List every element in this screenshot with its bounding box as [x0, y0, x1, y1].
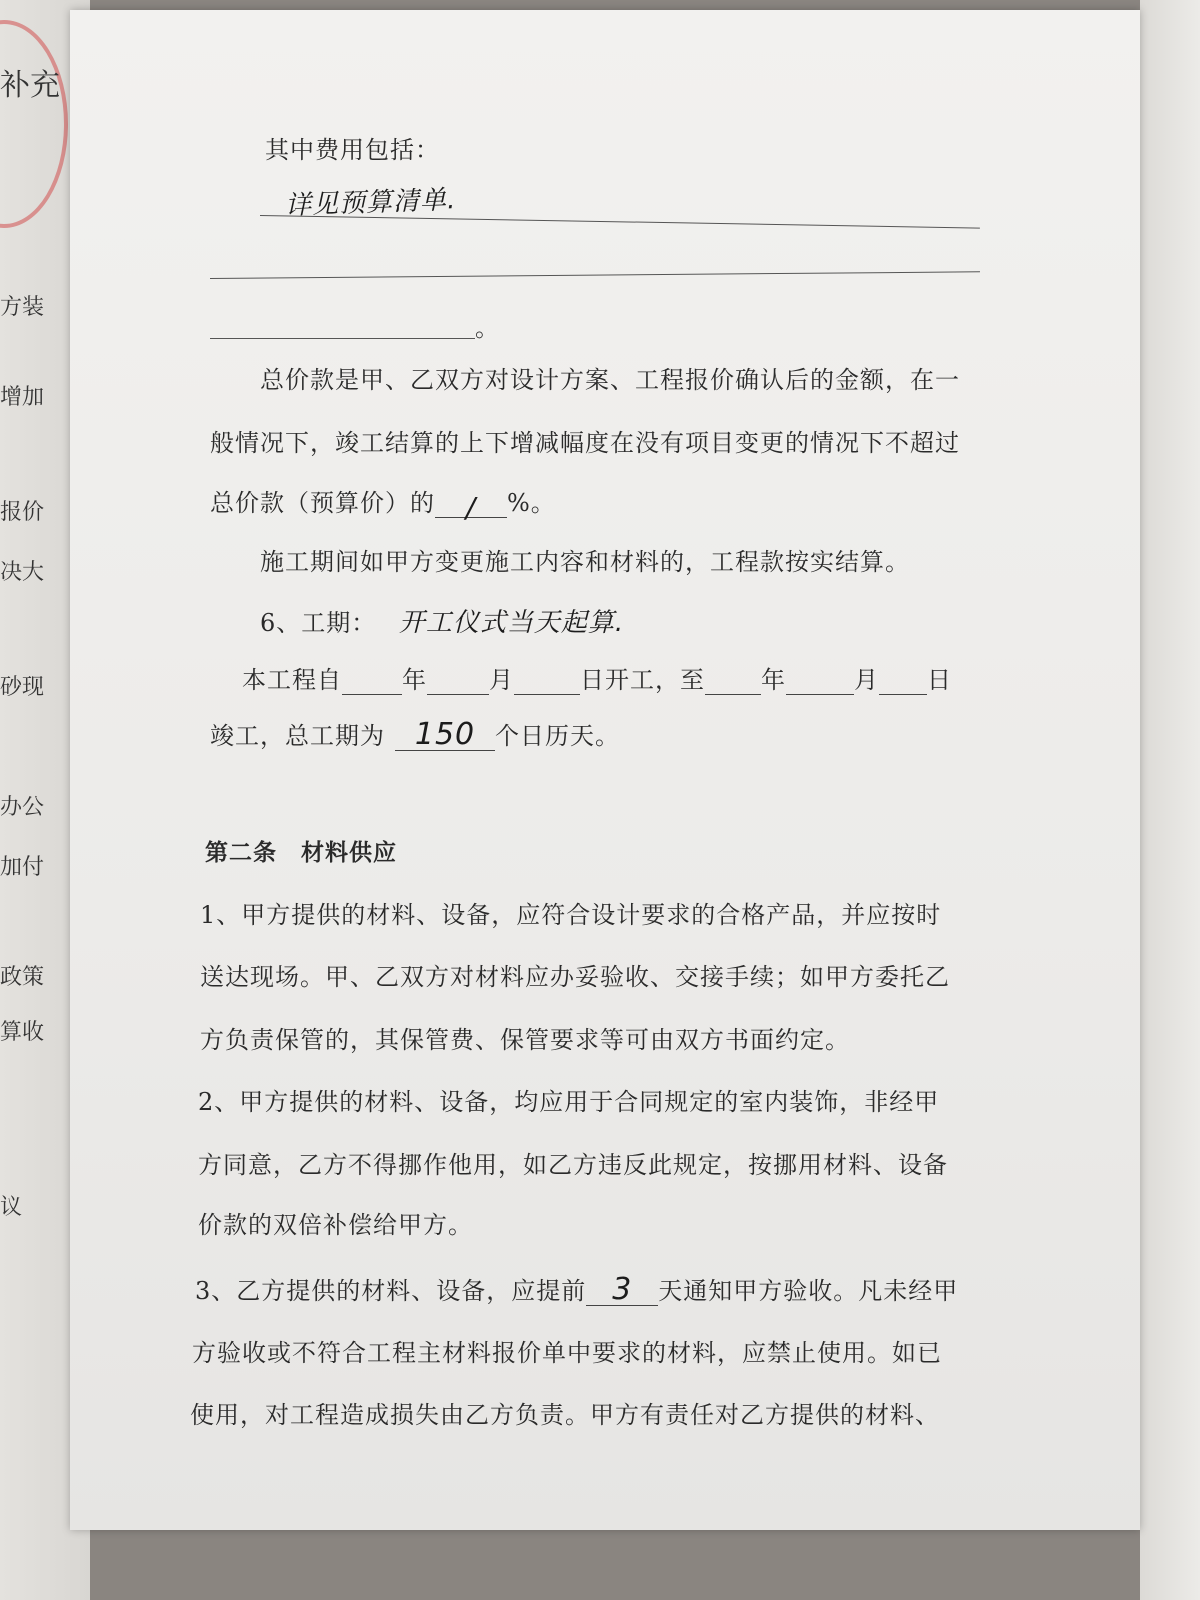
- under-fragment: 补充: [0, 68, 60, 103]
- article2-p3-line1: [195, 1272, 959, 1307]
- duration-label: 6、工期：: [260, 609, 377, 637]
- under-fragment: 决大: [0, 560, 45, 585]
- article2-p3-line3: 使用，对工程造成损失由乙方负责。甲方有责任对乙方提供的材料、: [190, 1401, 940, 1429]
- percent-sign: %。: [507, 489, 556, 517]
- contract-page: [70, 10, 1140, 1530]
- para1-line3: [210, 488, 556, 524]
- article2-p2-line3: 价款的双倍补偿给甲方。: [198, 1211, 473, 1239]
- schedule-line1: [242, 665, 952, 695]
- schedule-text: 本工程自: [242, 666, 342, 694]
- notice-days-value: 3: [586, 1275, 658, 1306]
- under-fragment: 政策: [0, 965, 45, 990]
- under-fragment: 方装: [0, 295, 45, 320]
- start-year-blank: [342, 670, 402, 695]
- under-fragment: 算收: [0, 1020, 45, 1045]
- fees-end-mark: 。: [475, 314, 500, 342]
- schedule-text: 月: [489, 666, 514, 694]
- end-year-blank: [705, 670, 761, 695]
- fees-intro: 其中费用包括：: [265, 136, 440, 164]
- article2-p1-line1: 1、甲方提供的材料、设备，应符合设计要求的合格产品，并应按时: [200, 901, 942, 929]
- under-fragment: 加付: [0, 855, 45, 880]
- fill-line: [210, 271, 980, 279]
- schedule-text: 日: [927, 666, 952, 694]
- total-days-value: 150: [395, 720, 495, 751]
- end-month-blank: [786, 670, 854, 695]
- article2-p1-line2: 送达现场。甲、乙双方对材料应办妥验收、交接手续；如甲方委托乙: [200, 963, 950, 991]
- article2-p3-line2: 方验收或不符合工程主材料报价单中要求的材料，应禁止使用。如已: [192, 1339, 942, 1367]
- underlying-page-right: [1140, 0, 1200, 1600]
- schedule-text: 日开工，至: [580, 666, 705, 694]
- fill-line: [210, 338, 475, 339]
- schedule-text: 年: [402, 666, 427, 694]
- article2-p2-line1: 2、甲方提供的材料、设备，均应用于合同规定的室内装饰，非经甲: [198, 1088, 940, 1116]
- start-month-blank: [427, 670, 489, 695]
- under-fragment: 报价: [0, 500, 45, 525]
- article2-p1-line3: 方负责保管的，其保管费、保管要求等可由双方书面约定。: [200, 1026, 850, 1054]
- fees-handwritten: 详见预算清单.: [284, 185, 457, 221]
- percent-value: /: [435, 493, 507, 518]
- red-seal-stamp: [0, 20, 68, 228]
- article2-heading: 第二条 材料供应: [205, 840, 397, 866]
- start-day-blank: [514, 670, 580, 695]
- schedule-text: 月: [854, 666, 879, 694]
- schedule-text: 年: [761, 666, 786, 694]
- end-day-blank: [879, 670, 927, 695]
- fill-line: [260, 215, 980, 229]
- schedule-text: 个日历天。: [495, 722, 620, 750]
- para1-line2: 般情况下，竣工结算的上下增减幅度在没有项目变更的情况下不超过: [210, 429, 960, 457]
- para1-line3-text: 总价款（预算价）的: [210, 489, 435, 517]
- para1-line1: 总价款是甲、乙双方对设计方案、工程报价确认后的金额，在一: [260, 366, 960, 394]
- duration-line: [260, 608, 624, 638]
- para2: 施工期间如甲方变更施工内容和材料的，工程款按实结算。: [260, 548, 910, 576]
- duration-handwritten: 开工仪式当天起算.: [398, 608, 625, 638]
- schedule-line2: [210, 717, 620, 752]
- under-fragment: 增加: [0, 385, 45, 410]
- under-fragment: 砂现: [0, 675, 45, 700]
- under-fragment: 办公: [0, 795, 45, 820]
- p3-text: 天通知甲方验收。凡未经甲: [658, 1277, 959, 1305]
- p3-text: 3、乙方提供的材料、设备，应提前: [195, 1277, 587, 1305]
- under-fragment: 议: [0, 1195, 23, 1220]
- article2-p2-line2: 方同意，乙方不得挪作他用，如乙方违反此规定，按挪用材料、设备: [198, 1151, 948, 1179]
- schedule-text: 竣工，总工期为: [210, 722, 385, 750]
